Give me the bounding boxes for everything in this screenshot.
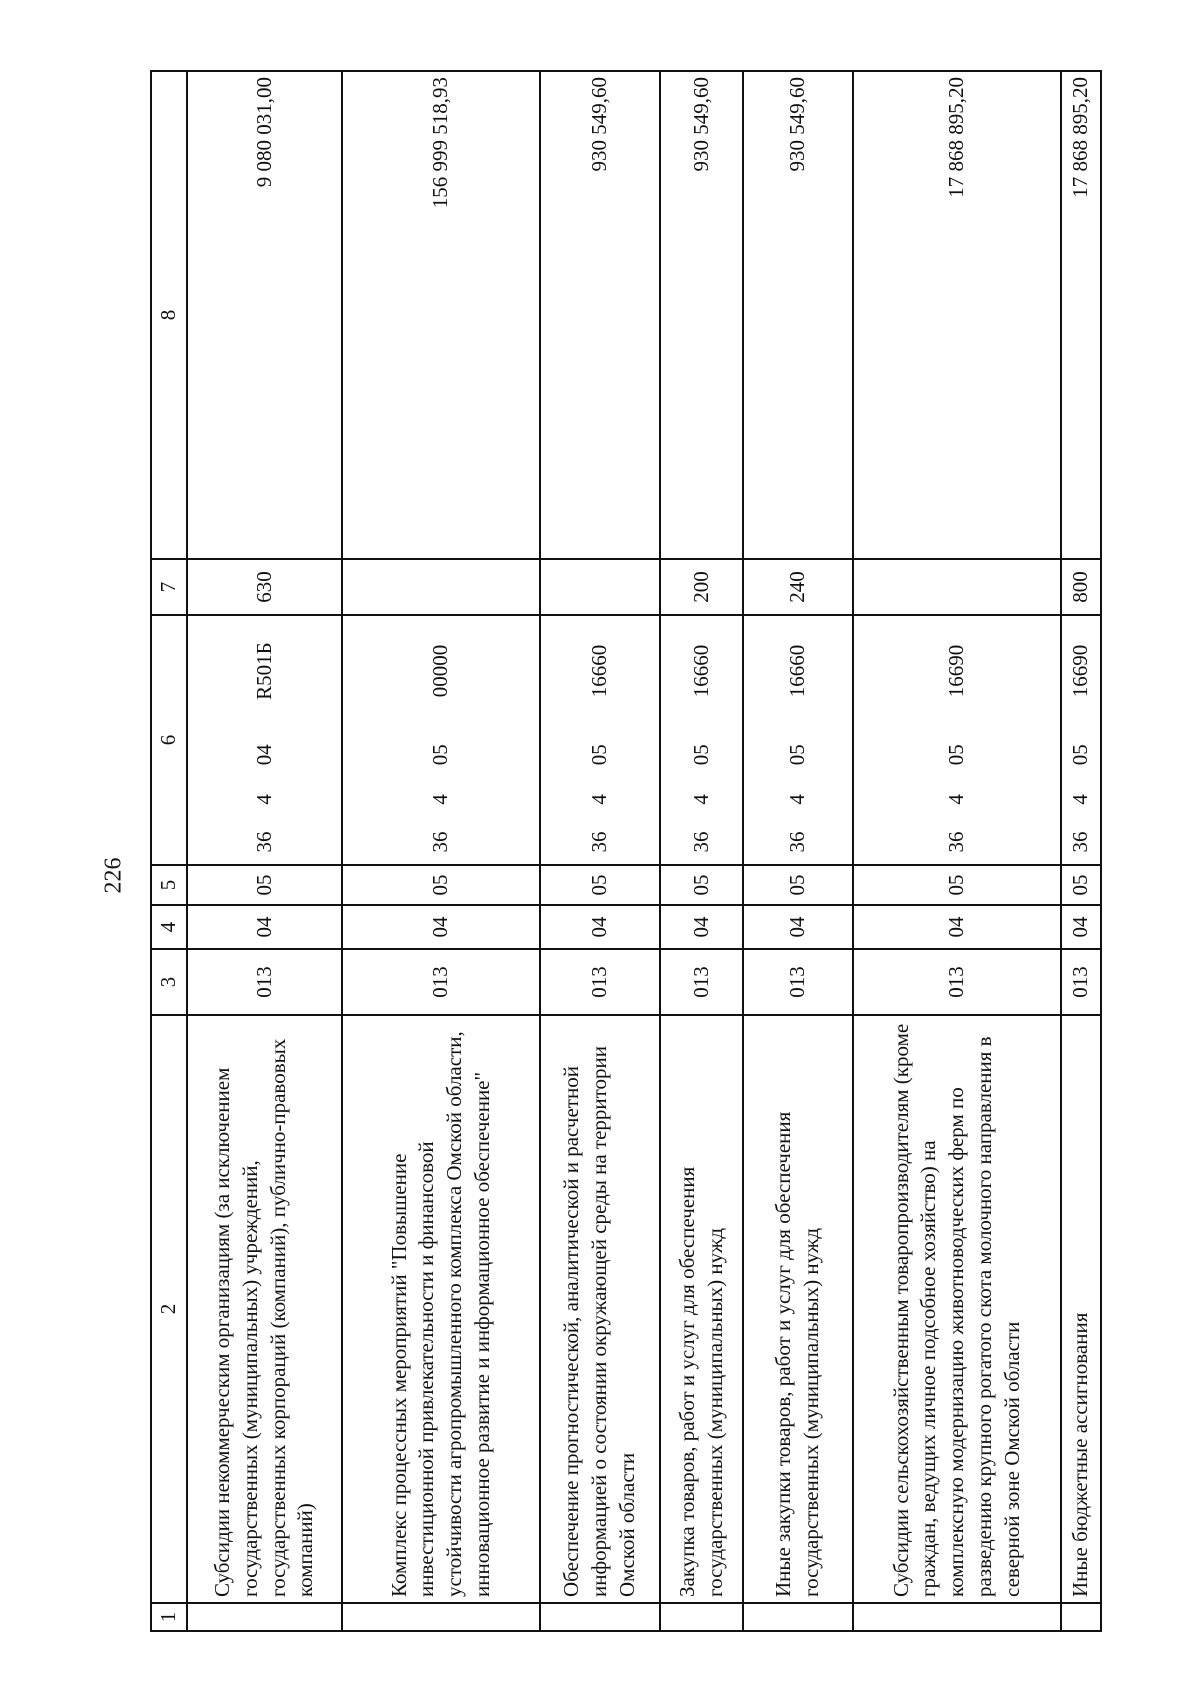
- code-cell-col5: 05: [342, 865, 540, 905]
- amount-cell: 156 999 518,93: [342, 71, 540, 559]
- target-article-cell: [853, 615, 1061, 865]
- target-article-part: 36: [587, 831, 612, 853]
- table-row: [853, 71, 1061, 1631]
- code-cell-col4: 04: [187, 905, 342, 949]
- amount-cell: 930 549,60: [660, 71, 743, 559]
- amount-cell: 930 549,60: [540, 71, 660, 559]
- target-article-part: 4: [251, 794, 276, 805]
- table-row: [743, 71, 853, 1631]
- column-header: 7: [151, 559, 187, 615]
- column-header: 1: [151, 1603, 187, 1631]
- item-name-cell: Иные закупки товаров, работ и услуг для обеспечения государственных (муниципальных) нужд: [743, 1015, 853, 1603]
- target-article-code: [943, 621, 971, 859]
- target-article-cell: [540, 615, 660, 865]
- code-cell-col3: 013: [660, 949, 743, 1015]
- target-article-part: 36: [251, 831, 276, 853]
- target-article-part: 16660: [587, 644, 612, 698]
- target-article-part: 16660: [688, 644, 713, 698]
- target-article-part: 16690: [944, 644, 969, 698]
- target-article-part: 4: [587, 794, 612, 805]
- target-article-part: 16690: [1068, 644, 1093, 698]
- target-article-part: 05: [1068, 744, 1093, 766]
- target-article-code: [427, 621, 455, 859]
- target-article-part: 04: [251, 744, 276, 766]
- target-article-code: [784, 621, 812, 859]
- target-article-part: 36: [785, 831, 810, 853]
- row-number-cell: [187, 1603, 342, 1631]
- target-article-code: [251, 621, 279, 859]
- column-header: 4: [151, 905, 187, 949]
- item-name-cell: Закупка товаров, работ и услуг для обеспечения государственных (муниципальных) нужд: [660, 1015, 743, 1603]
- row-number-cell: [743, 1603, 853, 1631]
- target-article-part: 36: [1068, 831, 1093, 853]
- table-row: [540, 71, 660, 1631]
- expense-type-cell: 240: [743, 559, 853, 615]
- target-article-part: 4: [688, 794, 713, 805]
- target-article-cell: [660, 615, 743, 865]
- expense-type-cell: 800: [1061, 559, 1101, 615]
- code-cell-col3: 013: [743, 949, 853, 1015]
- code-cell-col4: 04: [660, 905, 743, 949]
- column-header: 5: [151, 865, 187, 905]
- item-name-cell: Обеспечение прогностической, аналитической и расчетной информацией о состоянии окружающей среды на территории Омской области: [540, 1015, 660, 1603]
- target-article-part: 4: [1068, 794, 1093, 805]
- page-number: 226: [100, 857, 127, 894]
- target-article-part: 05: [587, 744, 612, 766]
- code-cell-col4: 04: [342, 905, 540, 949]
- code-cell-col5: 05: [853, 865, 1061, 905]
- row-number-cell: [342, 1603, 540, 1631]
- target-article-code: [586, 621, 614, 859]
- code-cell-col5: 05: [660, 865, 743, 905]
- table-header-row: [151, 71, 187, 1631]
- code-cell-col5: 05: [540, 865, 660, 905]
- column-header: 2: [151, 1015, 187, 1603]
- expense-type-cell: [342, 559, 540, 615]
- target-article-part: 36: [688, 831, 713, 853]
- code-cell-col4: 04: [743, 905, 853, 949]
- target-article-part: 4: [944, 794, 969, 805]
- target-article-cell: [1061, 615, 1101, 865]
- item-name-cell: Комплекс процессных мероприятий "Повышение инвестиционной привлекательности и финансовой устойчивости агропромышленного комплекса Омской области, инновационное развитие и информационное обеспечение": [342, 1015, 540, 1603]
- target-article-part: 05: [688, 744, 713, 766]
- table-row: [187, 71, 342, 1631]
- code-cell-col3: 013: [342, 949, 540, 1015]
- target-article-part: 05: [428, 744, 453, 766]
- target-article-part: R501Б: [251, 642, 276, 700]
- amount-cell: 17 868 895,20: [853, 71, 1061, 559]
- code-cell-col4: 04: [853, 905, 1061, 949]
- row-number-cell: [540, 1603, 660, 1631]
- code-cell-col3: 013: [1061, 949, 1101, 1015]
- code-cell-col5: 05: [187, 865, 342, 905]
- expense-type-cell: 200: [660, 559, 743, 615]
- code-cell-col5: 05: [743, 865, 853, 905]
- target-article-part: 4: [428, 794, 453, 805]
- row-number-cell: [660, 1603, 743, 1631]
- item-name-cell: Иные бюджетные ассигнования: [1061, 1015, 1101, 1603]
- code-cell-col5: 05: [1061, 865, 1101, 905]
- code-cell-col3: 013: [187, 949, 342, 1015]
- target-article-part: 05: [785, 744, 810, 766]
- table-row: [660, 71, 743, 1631]
- column-header: 6: [151, 615, 187, 865]
- target-article-part: 05: [944, 744, 969, 766]
- target-article-part: 4: [785, 794, 810, 805]
- amount-cell: 17 868 895,20: [1061, 71, 1101, 559]
- row-number-cell: [853, 1603, 1061, 1631]
- target-article-code: [688, 621, 716, 859]
- expense-type-cell: [853, 559, 1061, 615]
- target-article-code: [1067, 621, 1095, 859]
- code-cell-col3: 013: [853, 949, 1061, 1015]
- item-name-cell: Субсидии сельскохозяйственным товаропроизводителям (кроме граждан, ведущих личное подсобное хозяйство) на комплексную модернизацию животноводческих ферм по разведению крупного рогатого скота молочного направления в северной зоне Омской области: [853, 1015, 1061, 1603]
- amount-cell: 930 549,60: [743, 71, 853, 559]
- code-cell-col3: 013: [540, 949, 660, 1015]
- column-header: 3: [151, 949, 187, 1015]
- table-row: [1061, 71, 1101, 1631]
- rotated-page-content: [150, 72, 1093, 1632]
- target-article-part: 16660: [785, 644, 810, 698]
- expense-type-cell: [540, 559, 660, 615]
- row-number-cell: [1061, 1603, 1101, 1631]
- target-article-part: 36: [428, 831, 453, 853]
- budget-allocation-table: [150, 70, 1102, 1632]
- target-article-cell: [342, 615, 540, 865]
- code-cell-col4: 04: [1061, 905, 1101, 949]
- target-article-cell: [187, 615, 342, 865]
- target-article-cell: [743, 615, 853, 865]
- amount-cell: 9 080 031,00: [187, 71, 342, 559]
- target-article-part: 36: [944, 831, 969, 853]
- target-article-part: 00000: [428, 644, 453, 698]
- expense-type-cell: 630: [187, 559, 342, 615]
- code-cell-col4: 04: [540, 905, 660, 949]
- column-header: 8: [151, 71, 187, 559]
- table-row: [342, 71, 540, 1631]
- item-name-cell: Субсидии некоммерческим организациям (за исключением государственных (муниципальных) учреждений, государственных корпораций (компаний), публично-правовых компаний): [187, 1015, 342, 1603]
